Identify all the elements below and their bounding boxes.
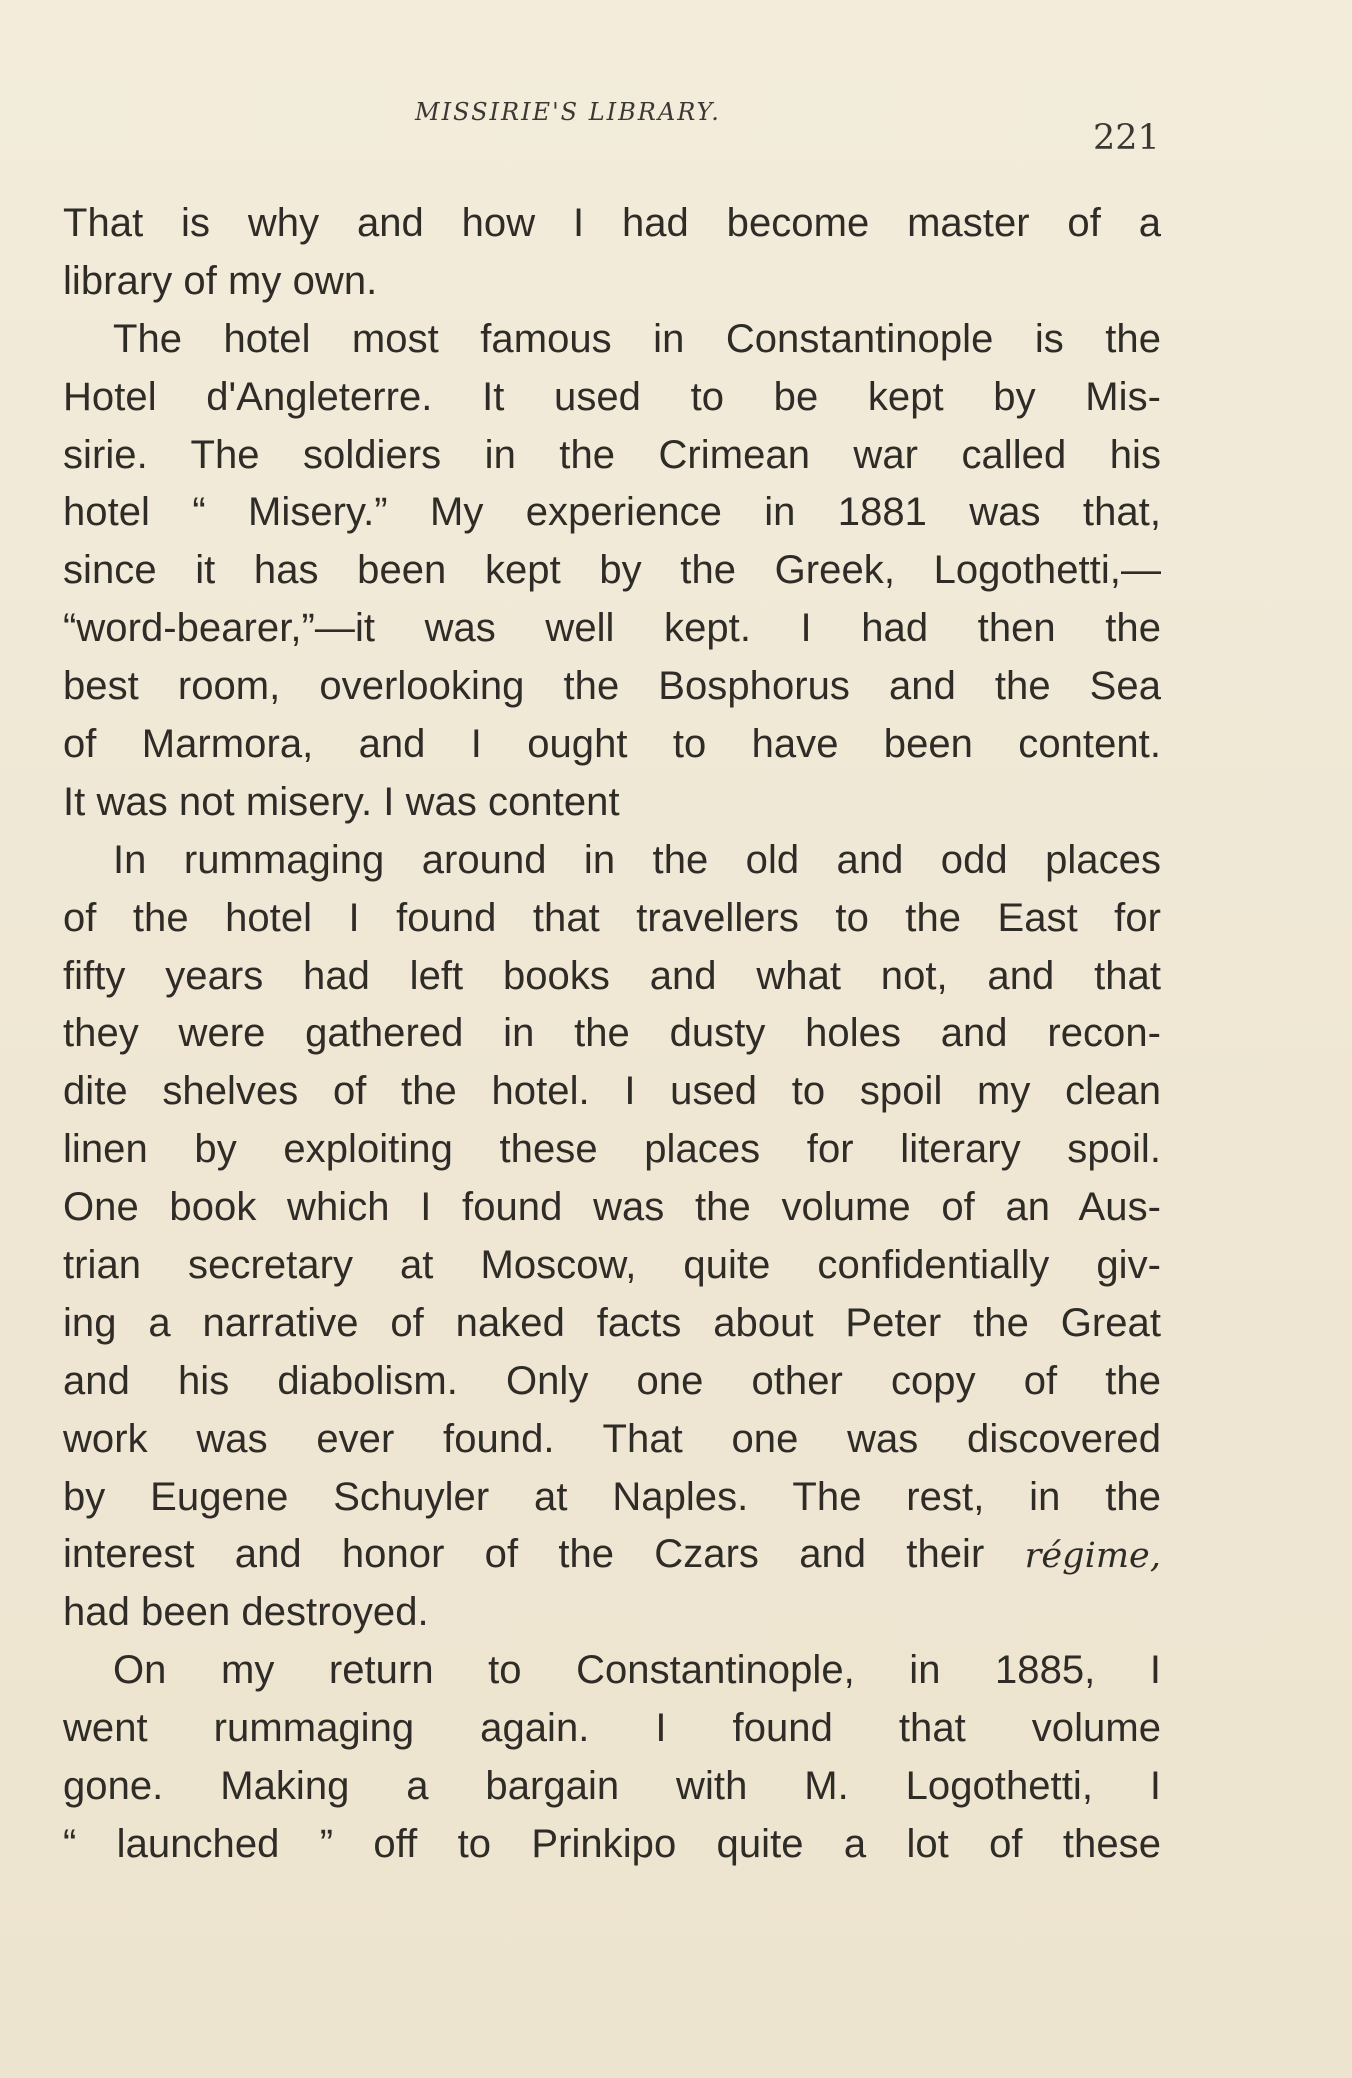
text-line: ing a narrative of naked facts about Peter the Great bbox=[63, 1300, 1161, 1345]
text-line: went rummaging again. I found that volume bbox=[63, 1706, 1161, 1751]
text-line: fifty years had left books and what not, and that bbox=[63, 953, 1161, 998]
text-line: best room, overlooking the Bosphorus and the Sea bbox=[63, 664, 1161, 709]
page-text bbox=[63, 195, 1161, 1915]
text-line: It was not misery. I was content bbox=[63, 779, 620, 824]
text-line: Hotel d'Angleterre. It used to be kept by Mis- bbox=[63, 374, 1161, 419]
text-line: gone. Making a bargain with M. Logothetti, I bbox=[63, 1764, 1161, 1809]
paragraph-start-line: The hotel most famous in Constantinople is the bbox=[113, 316, 1161, 361]
paragraph-start-line: On my return to Constantinople, in 1885, I bbox=[113, 1648, 1161, 1693]
text-line: linen by exploiting these places for literary spoil. bbox=[63, 1127, 1161, 1172]
text-line: “ launched ” off to Prinkipo quite a lot of these bbox=[63, 1821, 1161, 1866]
running-head: MISSIRIE'S LIBRARY. bbox=[415, 98, 721, 126]
text-line: and his diabolism. Only one other copy of the bbox=[63, 1358, 1161, 1403]
text-line-lead: interest and honor of the Czars and their bbox=[63, 1532, 985, 1577]
italic-word: régime, bbox=[1024, 1536, 1161, 1577]
text-line: had been destroyed. bbox=[63, 1590, 429, 1635]
text-line: by Eugene Schuyler at Naples. The rest, in the bbox=[63, 1474, 1161, 1519]
text-line: they were gathered in the dusty holes and recon- bbox=[63, 1011, 1161, 1056]
text-line-with-italic bbox=[63, 1526, 1161, 1584]
text-line: hotel “ Misery.” My experience in 1881 was that, bbox=[63, 490, 1161, 535]
text-line: of the hotel I found that travellers to the East for bbox=[63, 895, 1161, 940]
page-number: 221 bbox=[1093, 118, 1160, 158]
text-line: sirie. The soldiers in the Crimean war called his bbox=[63, 432, 1161, 477]
text-line: That is why and how I had become master of a bbox=[63, 201, 1161, 245]
text-line: work was ever found. That one was discovered bbox=[63, 1416, 1161, 1461]
text-line: of Marmora, and I ought to have been content. bbox=[63, 722, 1161, 767]
text-line: since it has been kept by the Greek, Logothetti,— bbox=[63, 548, 1161, 593]
text-line: trian secretary at Moscow, quite confidentially giv- bbox=[63, 1243, 1161, 1288]
text-line: “word-bearer,”—it was well kept. I had then the bbox=[63, 606, 1161, 651]
text-line: dite shelves of the hotel. I used to spoil my clean bbox=[63, 1069, 1161, 1114]
text-line: One book which I found was the volume of an Aus- bbox=[63, 1185, 1161, 1230]
paragraph-start-line: In rummaging around in the old and odd places bbox=[113, 837, 1161, 882]
text-line: library of my own. bbox=[63, 258, 378, 303]
